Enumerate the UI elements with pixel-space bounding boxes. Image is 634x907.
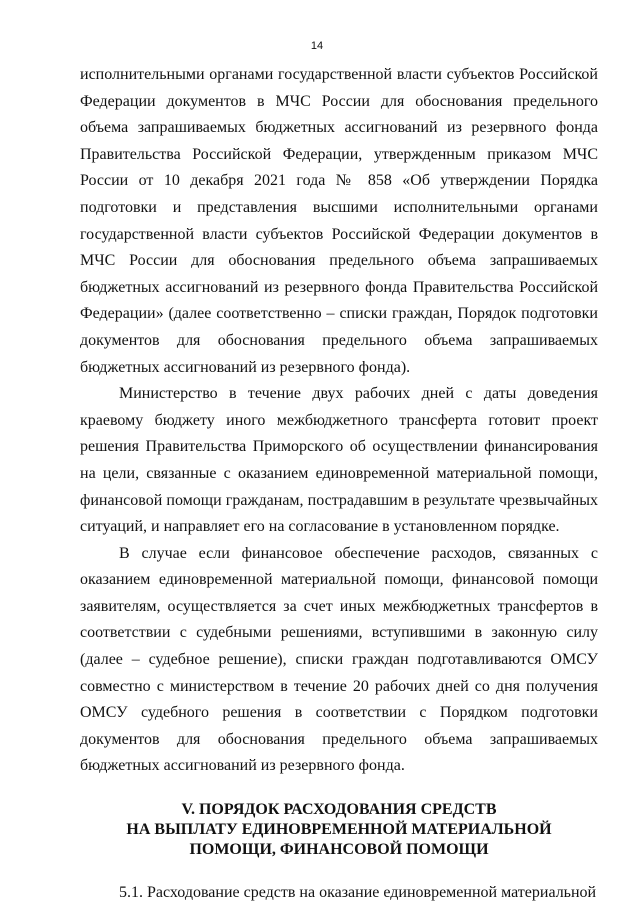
- section-heading-line-3: ПОМОЩИ, ФИНАНСОВОЙ ПОМОЩИ: [189, 841, 489, 859]
- paragraph-court-decision: В случае если финансовое обеспечение расходов, связанных с оказанием единовременной материальной помощи, финансовой помощи заявителям, осуществляется за счет иных межбюджетных трансфертов в соответствии с судебными решениями, вступившими в законную силу (далее – судебное решение), списки граждан подготавливаются ОМСУ совместно с министерством в течение 20 рабочих дней со дня получения ОМСУ судебного решения в соответствии с Порядком подготовки документов для обоснования предельного объема запрашиваемых бюджетных ассигнований из резервного фонда.: [80, 544, 598, 775]
- paragraph-5-1: 5.1. Расходование средств на оказание единовременной материальной: [119, 884, 597, 902]
- document-body: [80, 62, 598, 907]
- section-heading-line-1: V. ПОРЯДОК РАСХОДОВАНИЯ СРЕДСТВ: [181, 801, 497, 819]
- paragraph-continuation: исполнительными органами государственной власти субъектов Российской Федерации документов в МЧС России для обоснования предельного объема запрашиваемых бюджетных ассигнований из резервного фонда Правительства Российской Федерации, утвержденным приказом МЧС России от 10 декабря 2021 года № 858 «Об утверждении Порядка подготовки и представления высшими исполнительными органами государственной власти субъектов Российской Федерации документов в МЧС России для обоснования предельного объема запрашиваемых бюджетных ассигнований из резервного фонда Правительства Российской Федерации» (далее соответственно – списки граждан, Порядок подготовки документов для обоснования предельного объема запрашиваемых бюджетных ассигнований из резервного фонда).: [80, 66, 598, 376]
- section-heading-line-2: НА ВЫПЛАТУ ЕДИНОВРЕМЕННОЙ МАТЕРИАЛЬНОЙ: [126, 821, 552, 839]
- paragraph-ministry: Министерство в течение двух рабочих дней с даты доведения краевому бюджету иного межбюджетного трансферта готовит проект решения Правительства Приморского об осуществлении финансирования на цели, связанные с оказанием единовременной материальной помощи, финансовой помощи гражданам, пострадавшим в результате чрезвычайных ситуаций, и направляет его на согласование в установленном порядке.: [80, 385, 598, 536]
- section-heading: [80, 800, 598, 860]
- page-number: 14: [310, 40, 324, 52]
